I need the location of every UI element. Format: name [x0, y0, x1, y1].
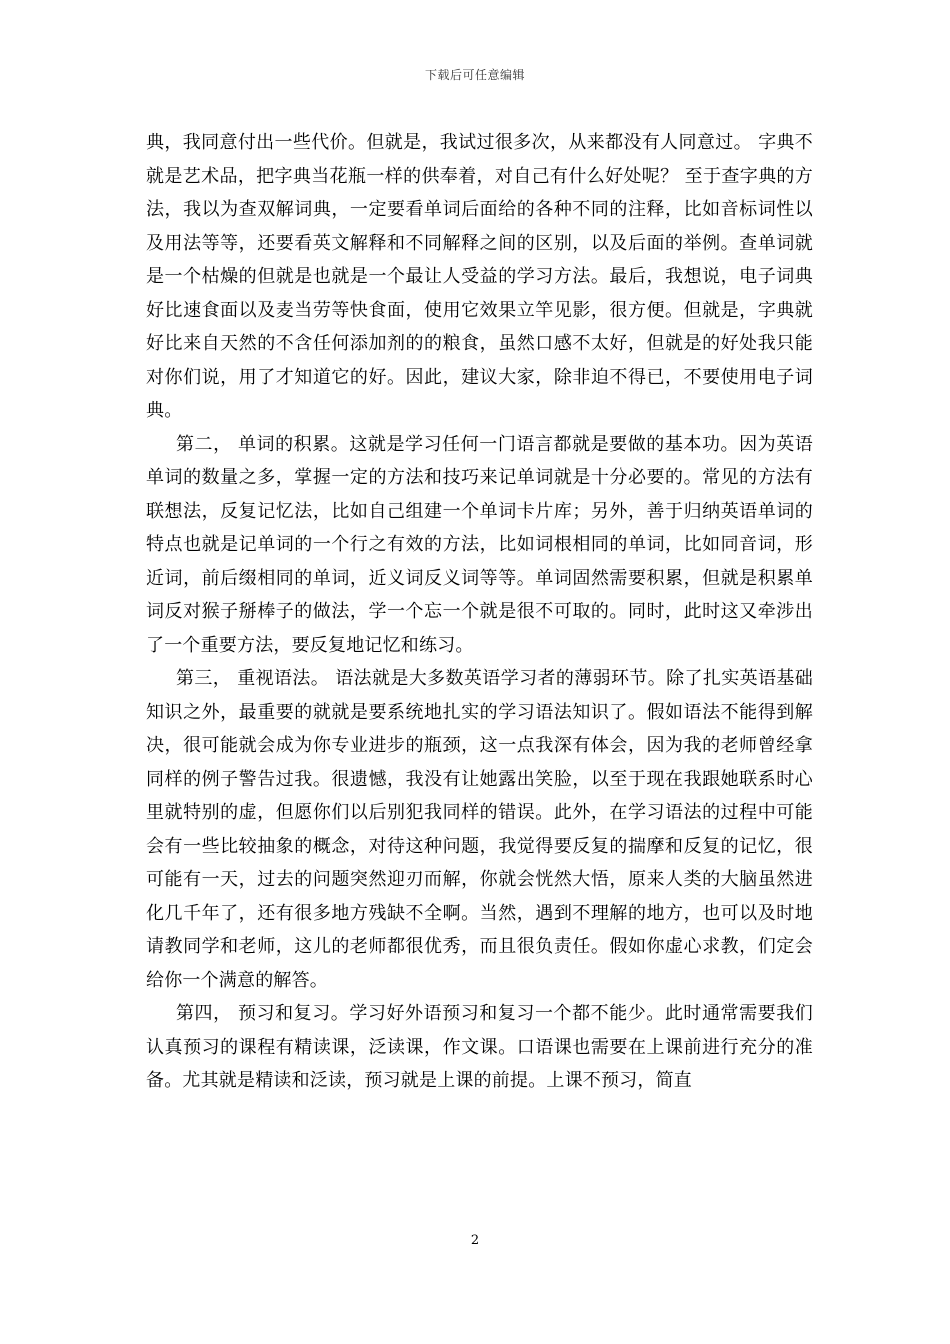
- paragraph: 第二， 单词的积累。这就是学习任何一门语言都就是要做的基本功。因为英语单词的数量之多，掌握一定的方法和技巧来记单词就是十分必要的。常见的方法有联想法，反复记忆法，比如自己组建一个单词卡片库；另外，善于归纳英语单词的特点也就是记单词的一个行之有效的方法，比如词根相同的单词，比如同音词，形近词，前后缀相同的单词，近义词反义词等等。单词固然需要积累，但就是积累单词反对猴子掰棒子的做法，学一个忘一个就是很不可取的。同时，此时这又牵涉出了一个重要方法，要反复地记忆和练习。: [146, 433, 813, 656]
- paragraph: 第三， 重视语法。 语法就是大多数英语学习者的薄弱环节。除了扎实英语基础知识之外，最重要的就就是要系统地扎实的学习语法知识了。假如语法不能得到解决，很可能就会成为你专业进步的瓶颈，这一点我深有体会，因为我的老师曾经拿同样的例子警告过我。很遗憾，我没有让她露出笑脸，以至于现在我跟她联系时心里就特别的虚，但愿你们以后别犯我同样的错误。此外，在学习语法的过程中可能会有一些比较抽象的概念，对待这种问题，我觉得要反复的揣摩和反复的记忆，很可能有一天，过去的问题突然迎刃而解，你就会恍然大悟，原来人类的大脑虽然进化几千年了，还有很多地方残缺不全啊。当然，遇到不理解的地方，也可以及时地请教同学和老师，这儿的老师都很优秀，而且很负责任。假如你虚心求教，们定会给你一个满意的解答。: [146, 668, 813, 991]
- document-body: [146, 126, 813, 1098]
- page-header: 下载后可任意编辑: [424, 68, 525, 82]
- paragraph: 典，我同意付出一些代价。但就是，我试过很多次，从来都没有人同意过。 字典不就是艺术品，把字典当花瓶一样的供奉着，对自己有什么好处呢？ 至于查字典的方法，我以为查双解词典，一定要看单词后面给的各种不同的注释，比如音标词性以及用法等等，还要看英文解释和不同解释之间的区别，以及后面的举例。查单词就是一个枯燥的但就是也就是一个最让人受益的学习方法。最后，我想说，电子词典好比速食面以及麦当劳等快食面，使用它效果立竿见影，很方便。但就是，字典就好比来自天然的不含任何添加剂的的粮食，虽然口感不太好，但就是的好处我只能对你们说，用了才知道它的好。因此，建议大家，除非迫不得已，不要使用电子词典。: [146, 132, 813, 421]
- paragraph: 第四， 预习和复习。学习好外语预习和复习一个都不能少。此时通常需要我们认真预习的课程有精读课，泛读课，作文课。口语课也需要在上课前进行充分的准备。尤其就是精读和泛读，预习就是上课的前提。上课不预习，简直: [146, 1003, 813, 1091]
- page-number: 2: [470, 1233, 480, 1248]
